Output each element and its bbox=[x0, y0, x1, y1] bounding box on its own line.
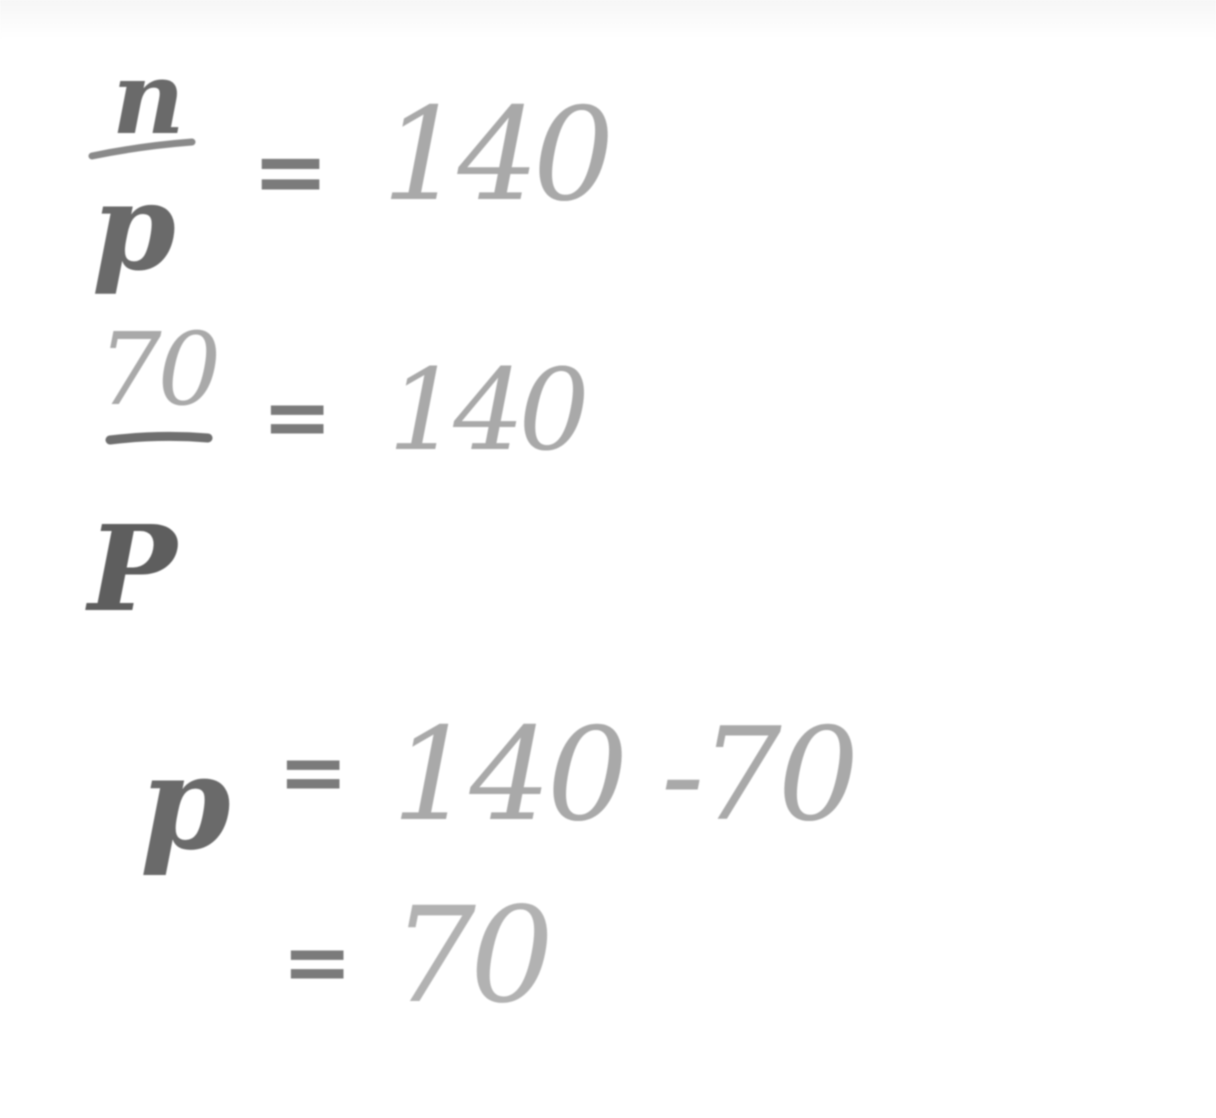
symbol-p-line4: p bbox=[140, 726, 231, 879]
equals-sign-line1: = bbox=[252, 117, 330, 225]
expression-line4: 140 -70 bbox=[392, 701, 856, 850]
equals-sign-line2: = bbox=[262, 367, 333, 466]
value-line2: 140 bbox=[388, 346, 584, 476]
fraction-bar-line2 bbox=[110, 436, 208, 440]
numerator-70: 70 bbox=[98, 311, 218, 428]
equals-sign-line4: = bbox=[278, 722, 349, 821]
symbol-capital-p: P bbox=[88, 499, 177, 638]
numerator-n: n bbox=[112, 39, 185, 157]
value-line1: 140 bbox=[382, 81, 609, 230]
result-value: 70 bbox=[392, 879, 548, 1033]
equals-sign-line5: = bbox=[282, 912, 353, 1011]
denominator-p: p bbox=[92, 157, 176, 298]
